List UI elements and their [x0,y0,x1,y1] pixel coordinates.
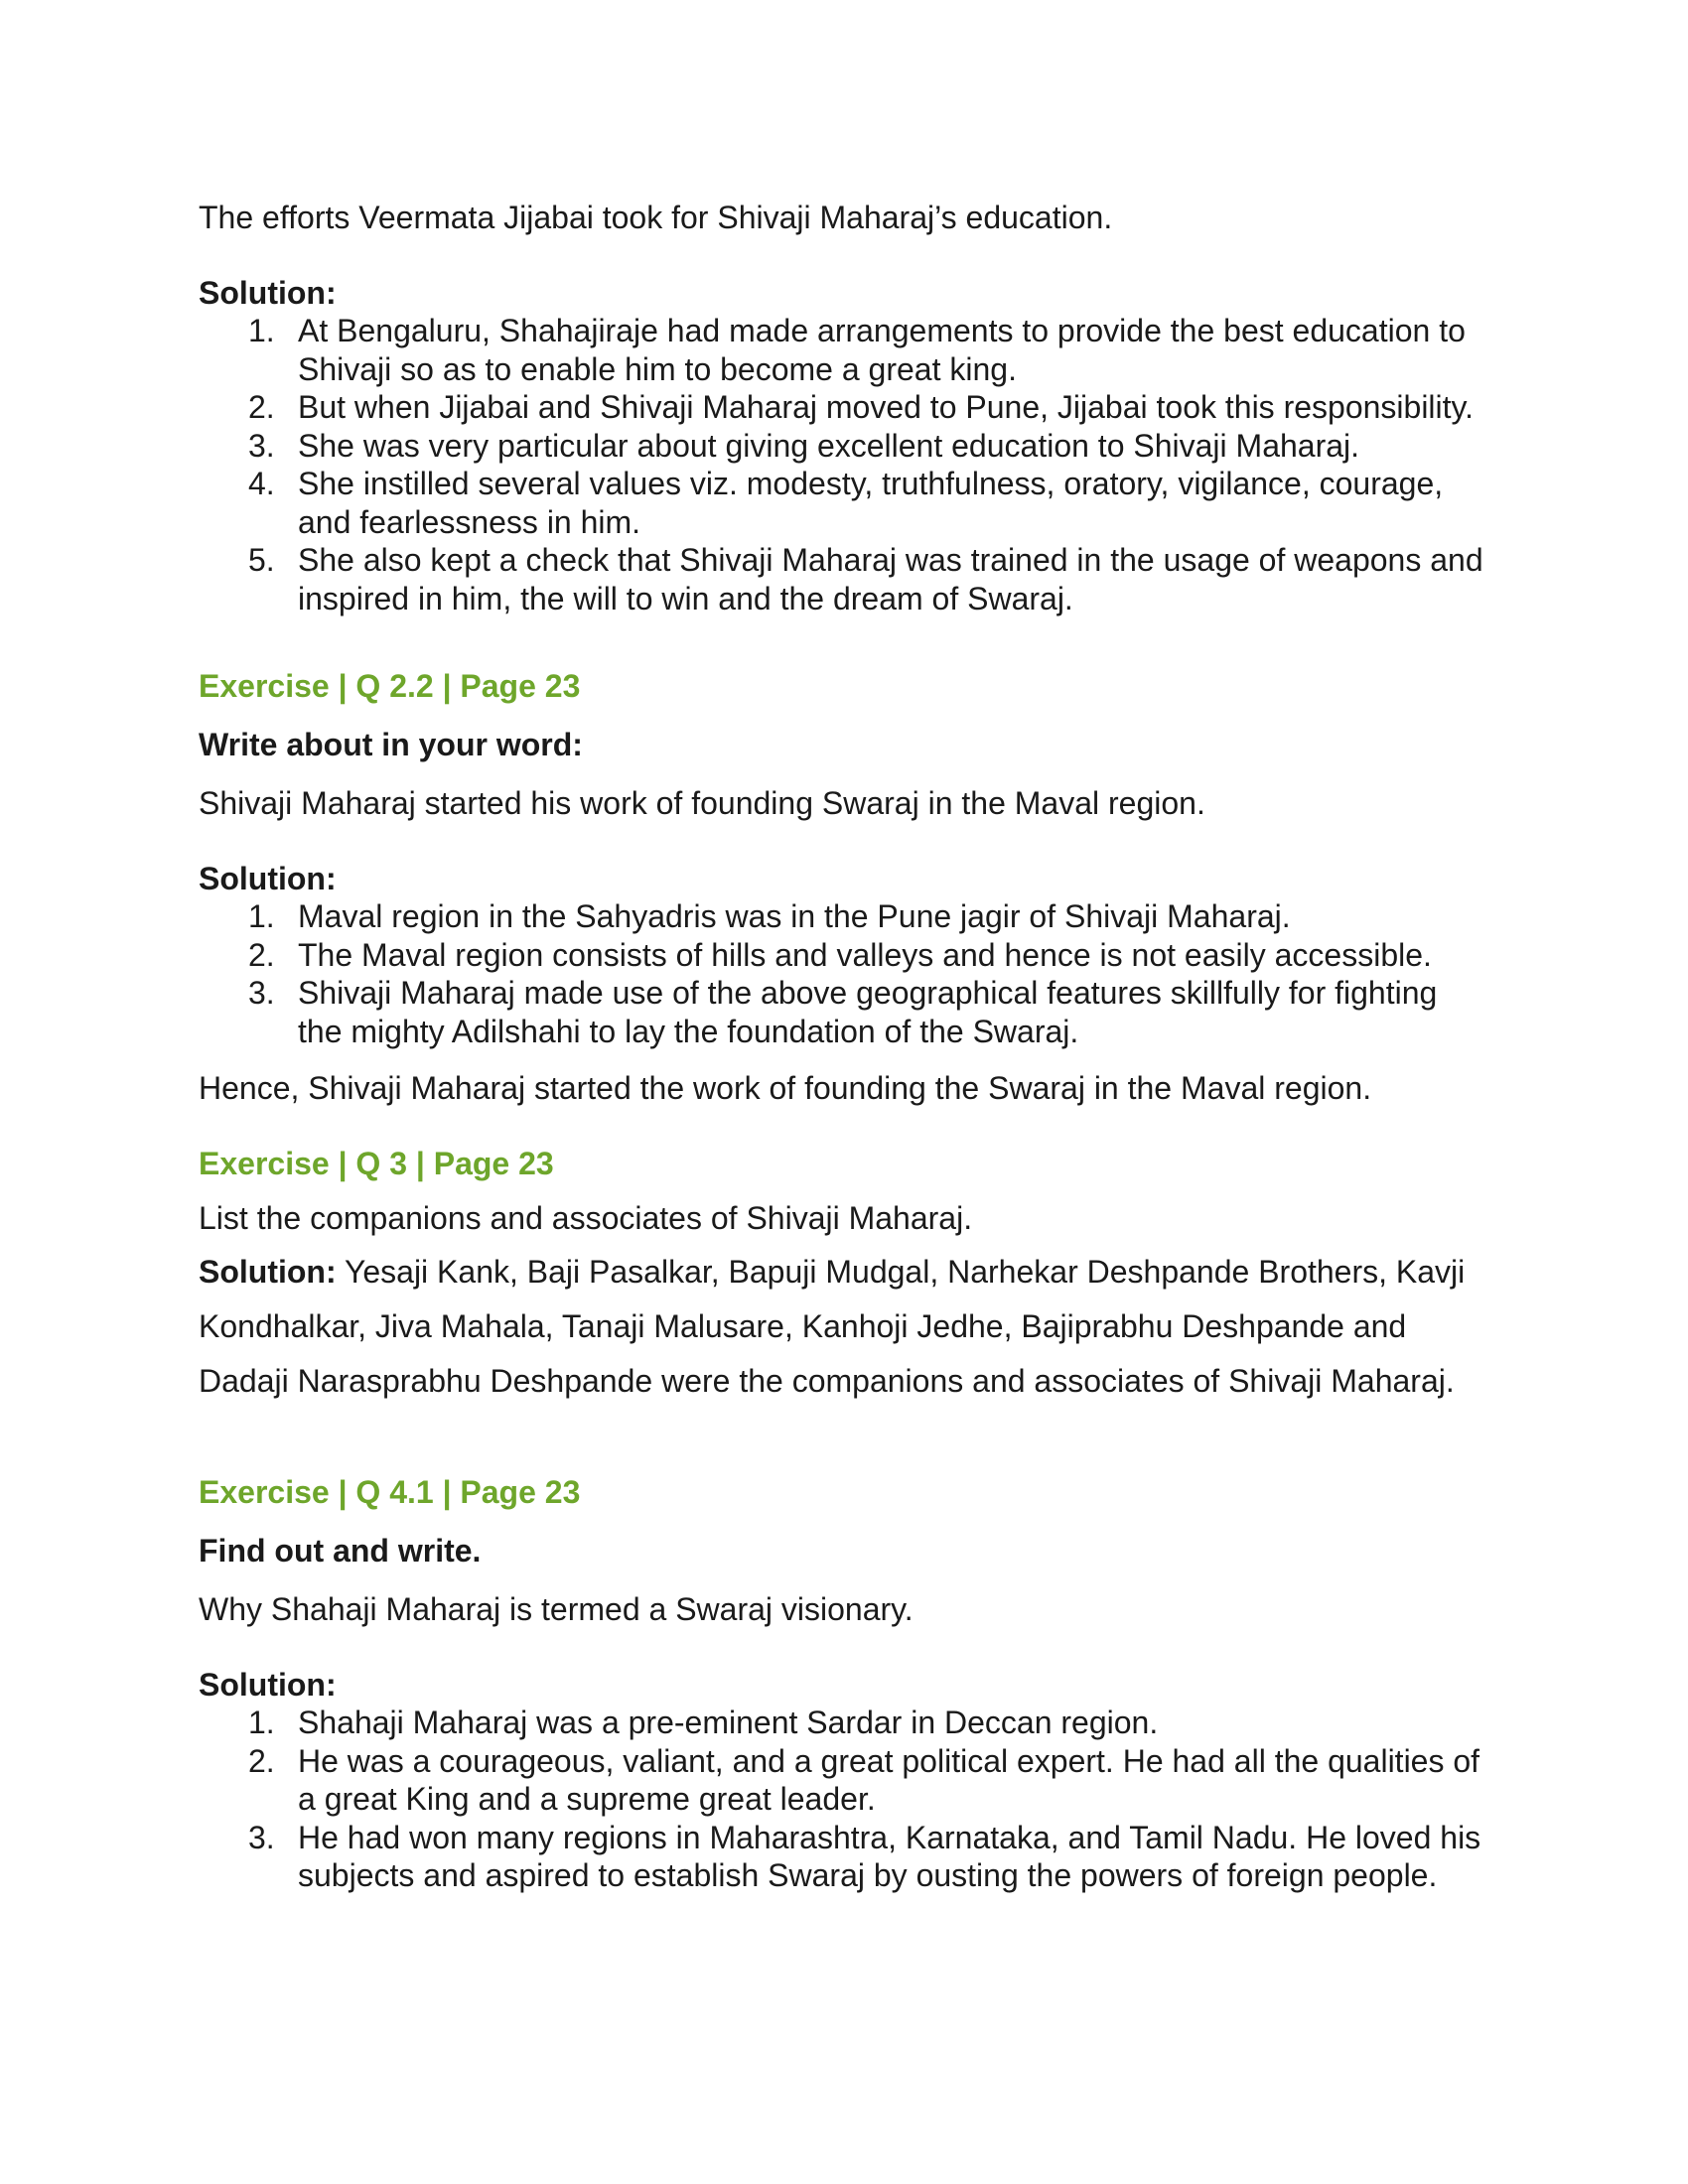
solution-list [199,1704,1489,1895]
list-item: 4. She instilled several values viz. modesty, truthfulness, oratory, vigilance, courage, and fearlessness in him. [248,466,1444,540]
list-item: 3. Shivaji Maharaj made use of the above geographical features skillfully for fighting the mighty Adilshahi to lay the foundation of the Swaraj. [248,975,1438,1049]
question-heading: Write about in your word: [199,727,583,762]
exercise-heading: Exercise | Q 3 | Page 23 [199,1146,554,1181]
solution-list [199,312,1489,617]
question-text: Shivaji Maharaj started his work of founding Swaraj in the Maval region. [199,785,1205,821]
list-item: 2. The Maval region consists of hills and valleys and hence is not easily accessible. [248,936,1432,973]
document-page [199,0,1489,2184]
list-item: 1. Shahaji Maharaj was a pre-eminent Sardar in Deccan region. [248,1705,1159,1740]
list-item: 3. She was very particular about giving excellent education to Shivaji Maharaj. [248,427,1360,464]
solution-text: Yesaji Kank, Baji Pasalkar, Bapuji Mudgal, Narhekar Deshpande Brothers, Kavji Kondhalkar, Jiva Mahala, Tanaji Malusare, Kanhoji Jedhe, Bajiprabhu Deshpande and Dadaji Narasprabhu Deshpande were the companions and associates of Shivaji Maharaj. [199,1254,1466,1399]
question-heading: Find out and write. [199,1533,482,1569]
list-item: 1. Maval region in the Sahyadris was in the Pune jagir of Shivaji Maharaj. [248,898,1291,934]
list-item: 2. But when Jijabai and Shivaji Maharaj moved to Pune, Jijabai took this responsibility. [248,389,1475,425]
conclusion-text: Hence, Shivaji Maharaj started the work of founding the Swaraj in the Maval region. [199,1070,1372,1106]
question-text: List the companions and associates of Shivaji Maharaj. [199,1200,973,1236]
exercise-heading: Exercise | Q 2.2 | Page 23 [199,668,581,704]
solution-list [199,897,1489,1050]
solution-label: Solution: [199,1254,337,1290]
solution-label: Solution: [199,861,337,896]
list-item: 3. He had won many regions in Maharashtra, Karnataka, and Tamil Nadu. He loved his subjects and aspired to establish Swaraj by ousting the powers of foreign people. [248,1819,1481,1893]
list-item: 2. He was a courageous, valiant, and a great political expert. He had all the qualities of a great King and a supreme great leader. [248,1742,1480,1817]
list-item: 5. She also kept a check that Shivaji Maharaj was trained in the usage of weapons and inspired in him, the will to win and the dream of Swaraj. [248,542,1483,616]
solution-label: Solution: [199,275,337,311]
solution-paragraph [199,1245,1489,1409]
question-text: Why Shahaji Maharaj is termed a Swaraj visionary. [199,1591,914,1627]
question-text: The efforts Veermata Jijabai took for Shivaji Maharaj’s education. [199,200,1113,235]
list-item: 1. At Bengaluru, Shahajiraje had made arrangements to provide the best education to Shivaji so as to enable him to become a great king. [248,313,1466,387]
solution-label: Solution: [199,1667,337,1703]
exercise-heading: Exercise | Q 4.1 | Page 23 [199,1474,581,1510]
